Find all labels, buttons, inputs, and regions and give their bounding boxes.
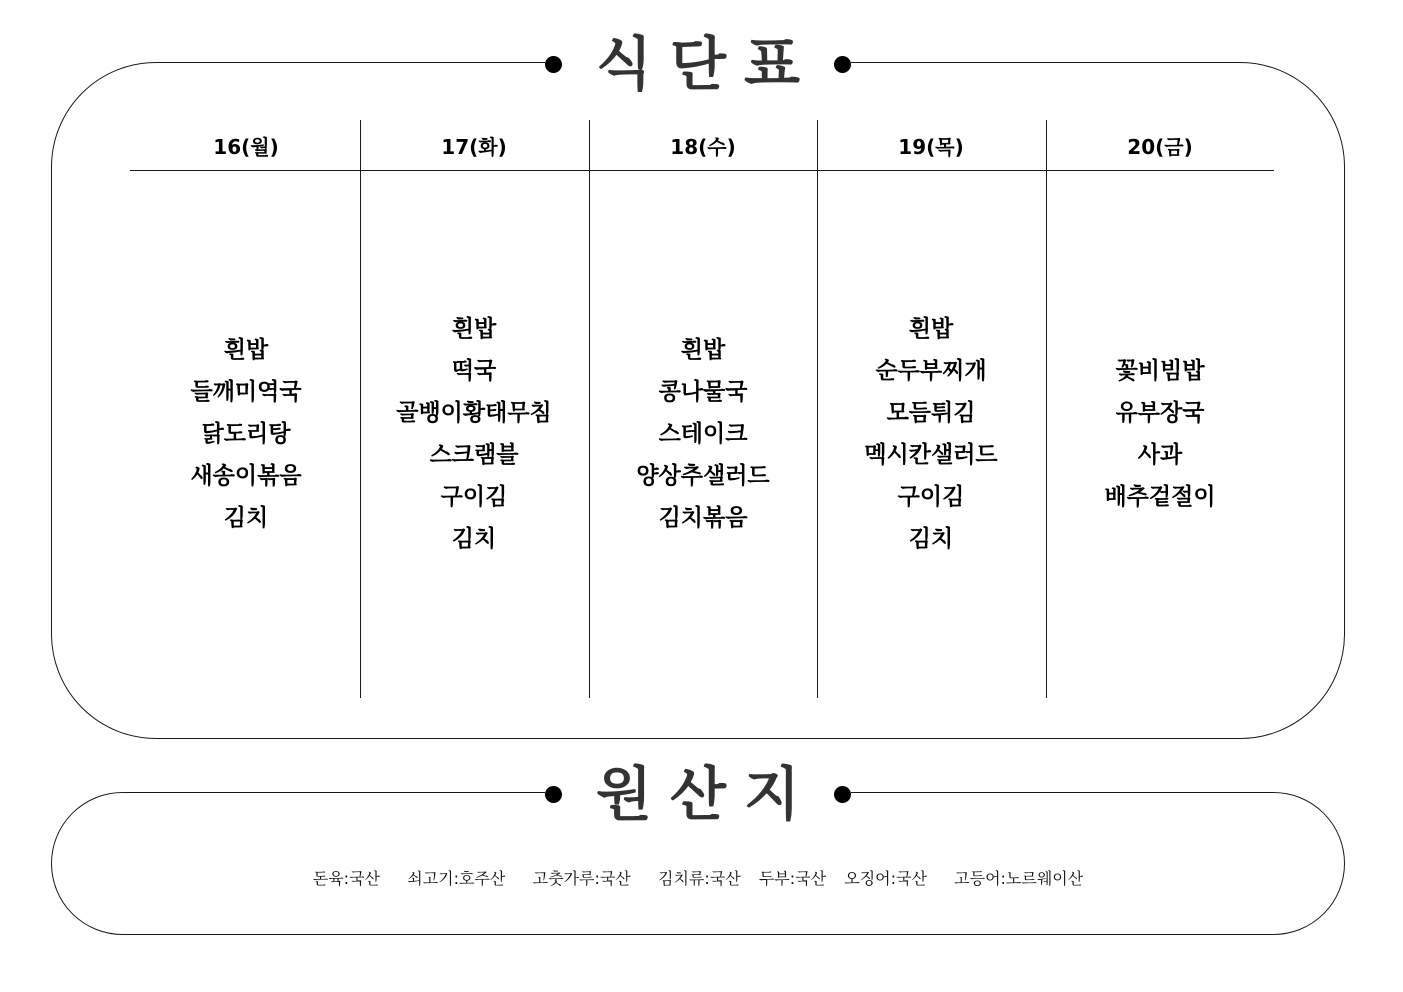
dish-item: 멕시칸샐러드 [864,442,998,468]
dish-item: 스크램블 [429,442,519,468]
dish-list [132,170,360,698]
dish-item: 배추겉절이 [1104,484,1216,510]
dish-item: 들깨미역국 [190,379,302,405]
day-header: 16(월) [213,134,279,159]
menu-title: 식단표 [595,30,819,98]
day-column-tue [360,120,588,698]
dish-item: 꽃비빔밥 [1115,358,1205,384]
dish-item: 김치 [451,526,497,552]
origin-title: 원산지 [595,760,819,828]
dish-item: 김치볶음 [658,505,748,531]
day-column-mon [132,120,360,698]
dish-list [1046,170,1274,698]
origin-info-text: 돈육:국산 쇠고기:호주산 고춧가루:국산 김치류:국산 두부:국산 오징어:국산 고등어:노르웨이산 [312,869,1084,888]
dish-item: 콩나물국 [658,379,748,405]
title-left-dot [545,56,562,73]
origin-title-group [545,760,851,828]
dish-item: 흰밥 [451,316,497,342]
day-header: 18(수) [670,134,736,159]
day-header: 19(목) [898,134,964,159]
dish-list [589,170,817,698]
menu-title-group [545,30,851,98]
dish-item: 흰밥 [908,316,954,342]
dish-item: 구이김 [897,484,965,510]
day-column-thu [817,120,1045,698]
day-column-wed [589,120,817,698]
dish-list [360,170,588,698]
dish-item: 순두부찌개 [875,358,987,384]
dish-item: 구이김 [440,484,508,510]
dish-item: 흰밥 [680,337,726,363]
dish-item: 김치 [908,526,954,552]
dish-item: 떡국 [451,358,497,384]
dish-item: 김치 [223,505,269,531]
dish-item: 골뱅이황태무침 [396,400,552,426]
day-column-fri [1046,120,1274,698]
dish-list [817,170,1045,698]
dish-item: 양상추샐러드 [636,463,770,489]
dish-item: 모듬튀김 [886,400,976,426]
dish-item: 유부장국 [1115,400,1205,426]
dish-item: 흰밥 [223,337,269,363]
dish-item: 사과 [1137,442,1183,468]
title-left-dot [545,786,562,803]
dish-item: 닭도리탕 [201,421,291,447]
day-header: 17(화) [441,134,507,159]
dish-item: 스테이크 [658,421,748,447]
dish-item: 새송이볶음 [190,463,302,489]
title-right-dot [834,56,851,73]
day-header: 20(금) [1127,134,1193,159]
title-right-dot [834,786,851,803]
